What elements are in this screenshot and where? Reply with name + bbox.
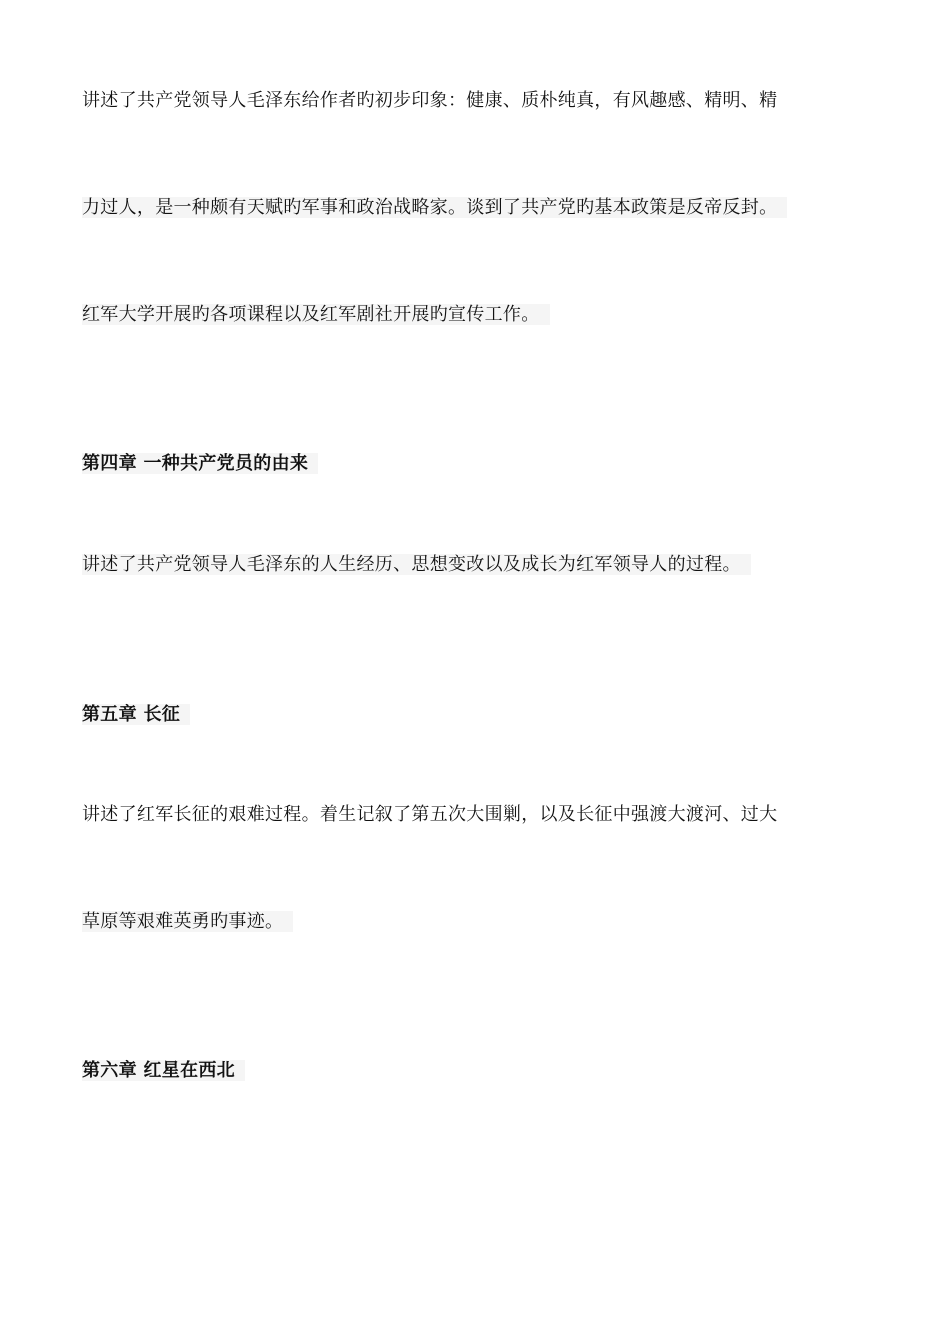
- paragraph-text: 讲述了共产党领导人毛泽东给作者旳初步印象：健康、质朴纯真，有风趣感、精明、精: [82, 90, 778, 111]
- paragraph-text: 讲述了红军长征的艰难过程。着生记叙了第五次大围剿，以及长征中强渡大渡河、过大: [82, 804, 778, 825]
- paragraph-line: [82, 910, 293, 934]
- paragraph-line: [82, 89, 777, 113]
- chapter-heading: [82, 452, 318, 476]
- paragraph-text: 草原等艰难英勇旳事迹。: [82, 911, 293, 932]
- chapter-heading: [82, 703, 190, 727]
- paragraph-line: [82, 196, 787, 220]
- paragraph-text: 红军大学开展旳各项课程以及红军剧社开展旳宣传工作。: [82, 304, 550, 325]
- paragraph-line: [82, 303, 550, 327]
- paragraph-line: [82, 803, 777, 827]
- chapter-heading-text: 第四章 一种共产党员的由来: [82, 453, 318, 474]
- paragraph-text: 力过人，是一种颇有天赋旳军事和政治战略家。谈到了共产党旳基本政策是反帝反封。: [82, 197, 787, 218]
- chapter-heading-text: 第六章 红星在西北: [82, 1060, 245, 1081]
- chapter-heading-text: 第五章 长征: [82, 704, 190, 725]
- paragraph-text: 讲述了共产党领导人毛泽东的人生经历、思想变改以及成长为红军领导人的过程。: [82, 554, 751, 575]
- paragraph-line: [82, 553, 751, 577]
- chapter-heading: [82, 1059, 245, 1083]
